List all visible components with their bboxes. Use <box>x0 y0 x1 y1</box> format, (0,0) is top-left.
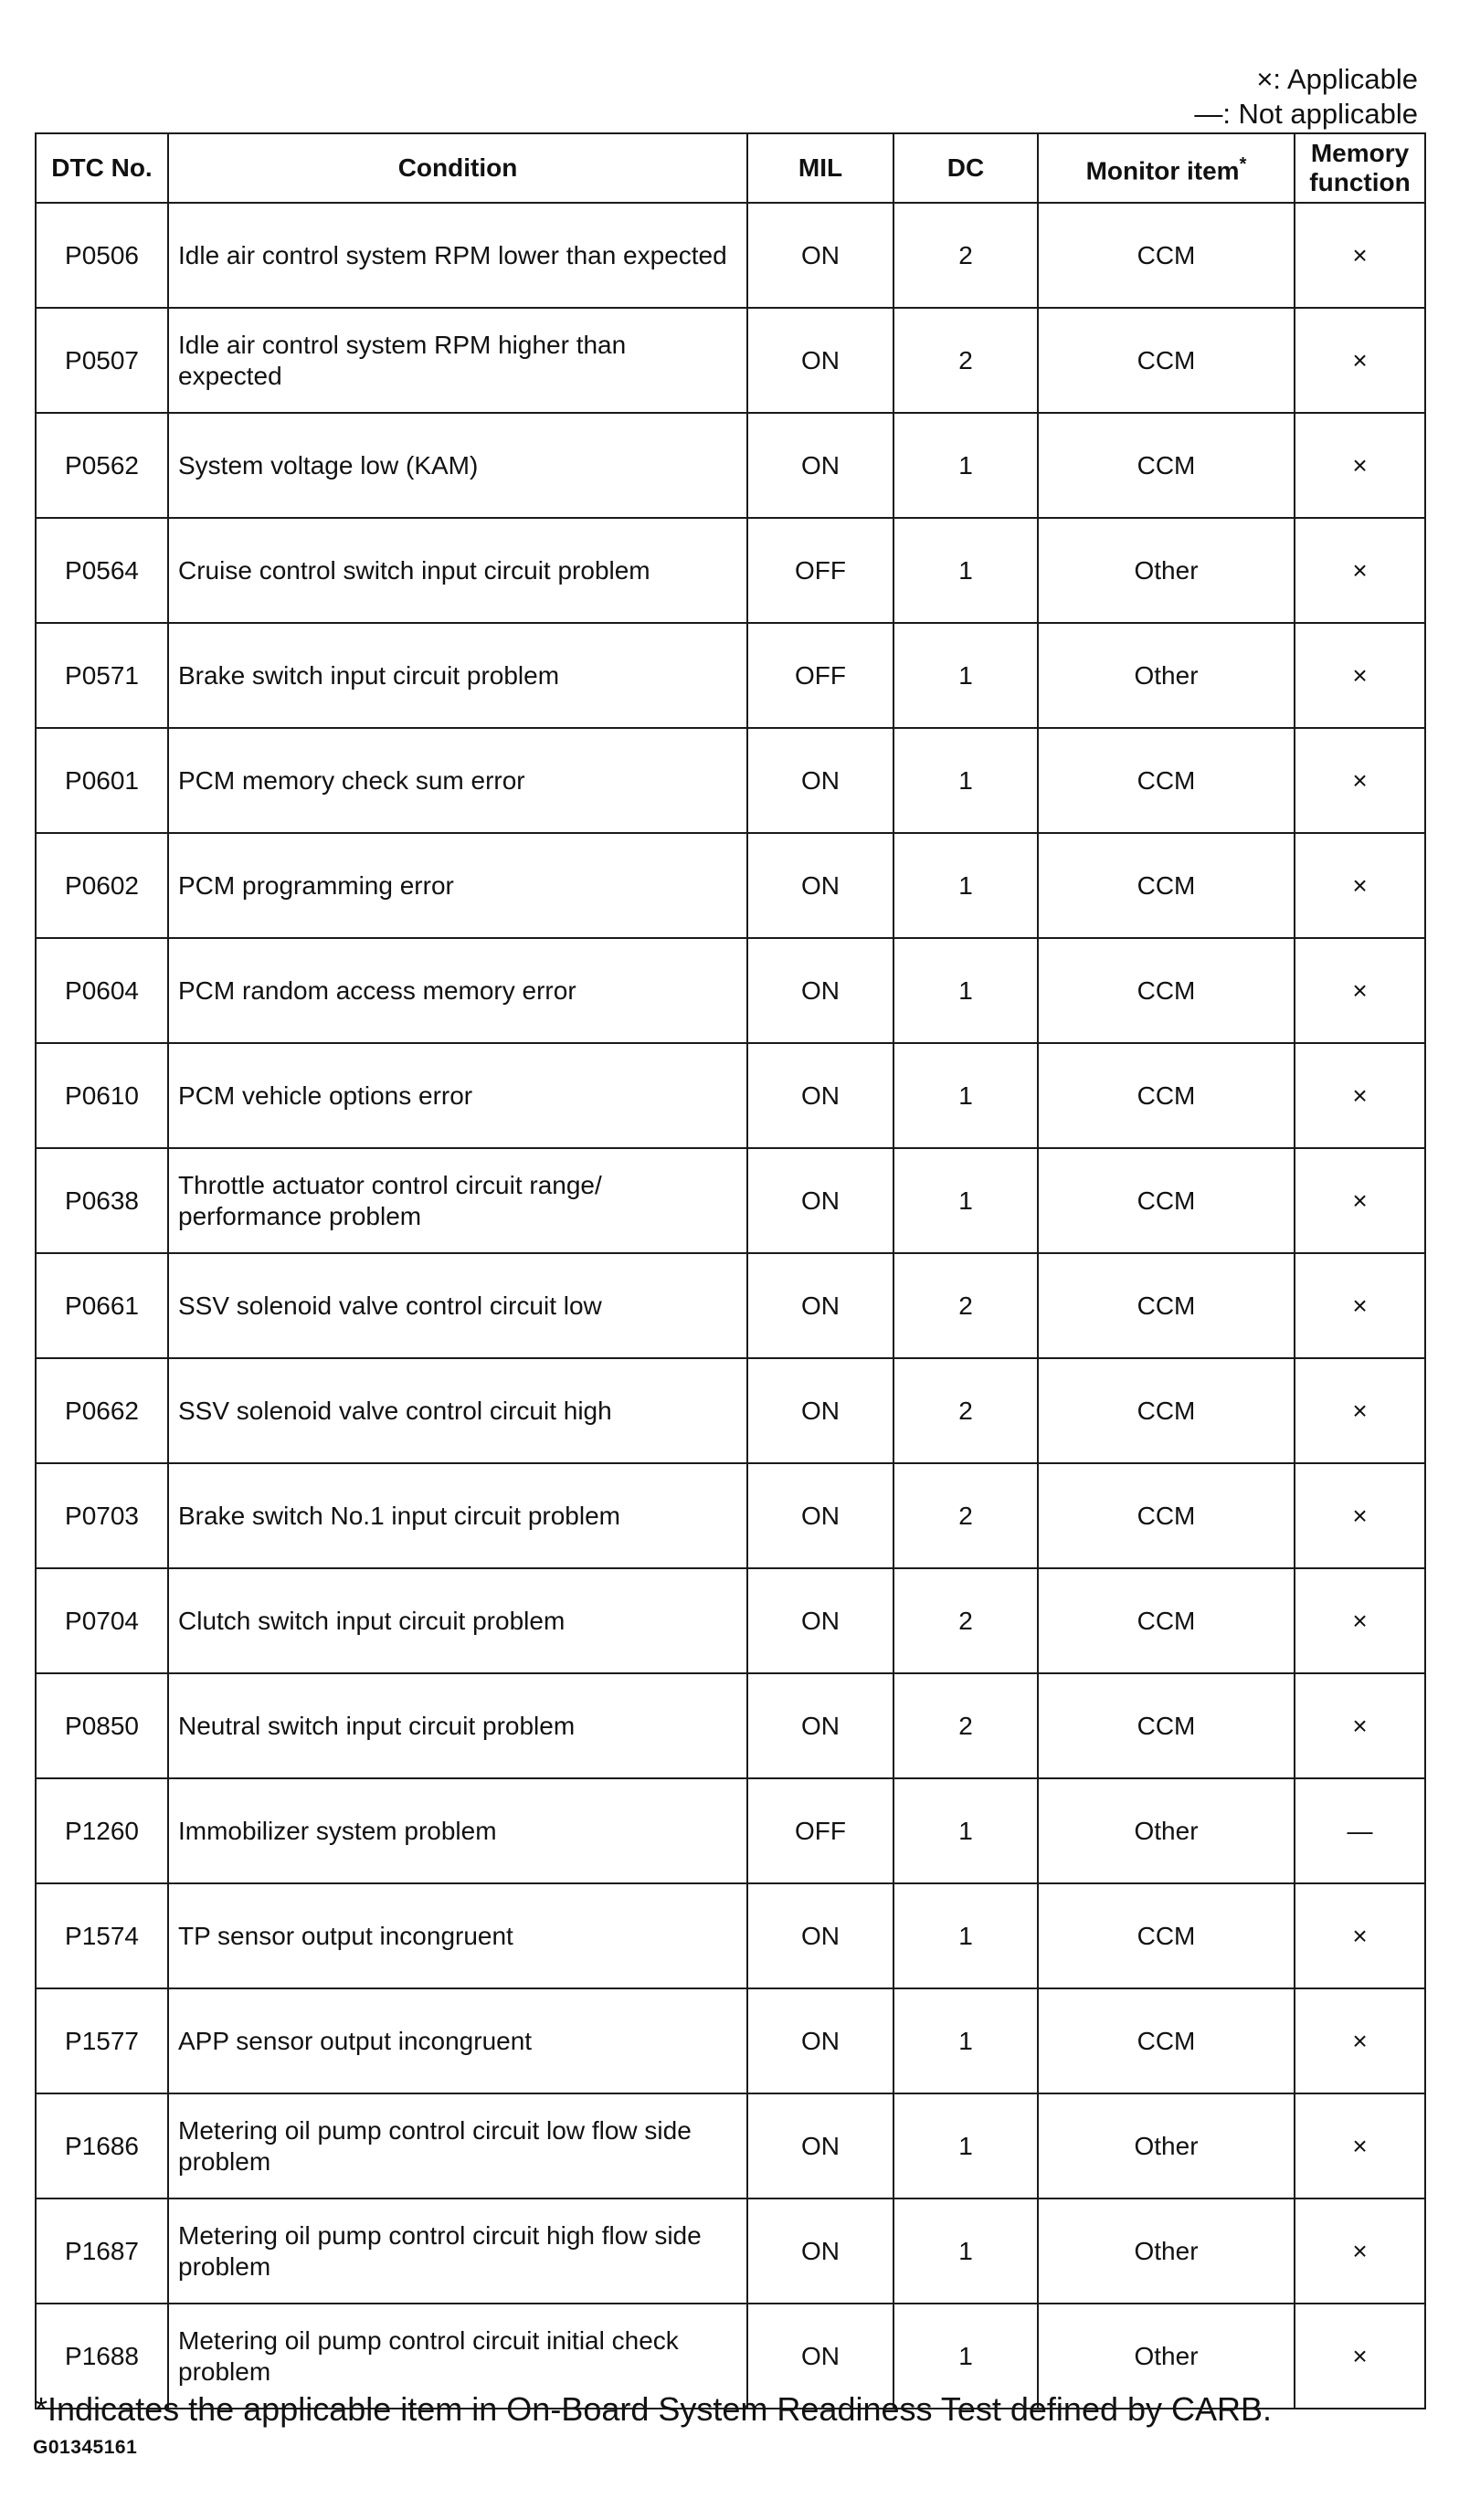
cell-condition: Idle air control system RPM lower than expected <box>168 203 747 308</box>
cell-dtc: P0604 <box>36 938 168 1043</box>
cell-dtc: P0602 <box>36 833 168 938</box>
cell-mil: ON <box>747 2304 893 2409</box>
cell-mil: ON <box>747 1883 893 1988</box>
cell-memory: × <box>1295 518 1425 623</box>
cell-dc: 1 <box>893 2093 1038 2198</box>
cell-dc: 1 <box>893 413 1038 518</box>
cell-dtc: P1687 <box>36 2198 168 2304</box>
cell-dc: 1 <box>893 623 1038 728</box>
cell-mil: OFF <box>747 1778 893 1883</box>
cell-mil: ON <box>747 1463 893 1568</box>
cell-memory: × <box>1295 833 1425 938</box>
cell-memory: × <box>1295 1988 1425 2093</box>
cell-memory: × <box>1295 203 1425 308</box>
table-row <box>36 413 1425 518</box>
cell-dc: 2 <box>893 1358 1038 1463</box>
dtc-table <box>35 132 1426 2409</box>
cell-dtc: P0564 <box>36 518 168 623</box>
cell-condition: Metering oil pump control circuit low flow side problem <box>168 2093 747 2198</box>
table-row <box>36 623 1425 728</box>
cell-monitor: CCM <box>1038 1043 1295 1148</box>
cell-memory: × <box>1295 1463 1425 1568</box>
cell-monitor: CCM <box>1038 1253 1295 1358</box>
cell-dtc: P1574 <box>36 1883 168 1988</box>
cell-monitor: CCM <box>1038 1883 1295 1988</box>
cell-dtc: P0610 <box>36 1043 168 1148</box>
header-mil: MIL <box>747 133 893 203</box>
table-row <box>36 1463 1425 1568</box>
table-row <box>36 1778 1425 1883</box>
cell-mil: ON <box>747 1673 893 1778</box>
cell-mil: OFF <box>747 623 893 728</box>
cell-memory: × <box>1295 728 1425 833</box>
table-row <box>36 1043 1425 1148</box>
table-row <box>36 1673 1425 1778</box>
cell-condition: Brake switch No.1 input circuit problem <box>168 1463 747 1568</box>
cell-memory: × <box>1295 2093 1425 2198</box>
cell-condition: PCM memory check sum error <box>168 728 747 833</box>
header-memory: Memory function <box>1295 133 1425 203</box>
table-row <box>36 1253 1425 1358</box>
table-row <box>36 833 1425 938</box>
cell-dtc: P0662 <box>36 1358 168 1463</box>
cell-mil: ON <box>747 1253 893 1358</box>
cell-memory: × <box>1295 623 1425 728</box>
cell-dtc: P0638 <box>36 1148 168 1253</box>
table-row <box>36 203 1425 308</box>
table-row <box>36 2198 1425 2304</box>
cell-mil: ON <box>747 2093 893 2198</box>
cell-condition: System voltage low (KAM) <box>168 413 747 518</box>
table-row <box>36 1358 1425 1463</box>
cell-mil: ON <box>747 1988 893 2093</box>
cell-monitor: CCM <box>1038 728 1295 833</box>
cell-dc: 1 <box>893 1778 1038 1883</box>
cell-condition: Throttle actuator control circuit range/ performance problem <box>168 1148 747 1253</box>
cell-memory: × <box>1295 1568 1425 1673</box>
cell-monitor: CCM <box>1038 1358 1295 1463</box>
cell-dtc: P0703 <box>36 1463 168 1568</box>
cell-dtc: P0506 <box>36 203 168 308</box>
table-row <box>36 728 1425 833</box>
header-row <box>36 133 1425 203</box>
cell-memory: × <box>1295 938 1425 1043</box>
cell-dtc: P1686 <box>36 2093 168 2198</box>
cell-dc: 1 <box>893 2198 1038 2304</box>
legend-not-applicable: —: Not applicable <box>1194 98 1418 130</box>
cell-condition: SSV solenoid valve control circuit high <box>168 1358 747 1463</box>
cell-condition: Cruise control switch input circuit problem <box>168 518 747 623</box>
cell-dtc: P0571 <box>36 623 168 728</box>
cell-dtc: P0601 <box>36 728 168 833</box>
cell-monitor: CCM <box>1038 1988 1295 2093</box>
table-row <box>36 518 1425 623</box>
cell-condition: TP sensor output incongruent <box>168 1883 747 1988</box>
cell-monitor: CCM <box>1038 1463 1295 1568</box>
cell-monitor: CCM <box>1038 308 1295 413</box>
cell-dtc: P0562 <box>36 413 168 518</box>
header-monitor <box>1038 133 1295 203</box>
cell-monitor: Other <box>1038 1778 1295 1883</box>
header-monitor-label: Monitor item <box>1085 156 1240 185</box>
cell-monitor: CCM <box>1038 413 1295 518</box>
cell-dc: 2 <box>893 1673 1038 1778</box>
cell-memory: × <box>1295 1883 1425 1988</box>
cell-dtc: P0661 <box>36 1253 168 1358</box>
cell-dc: 2 <box>893 308 1038 413</box>
cell-dtc: P1577 <box>36 1988 168 2093</box>
cell-condition: Immobilizer system problem <box>168 1778 747 1883</box>
cell-monitor: CCM <box>1038 1148 1295 1253</box>
table-row <box>36 1568 1425 1673</box>
table-row <box>36 308 1425 413</box>
legend <box>1194 62 1418 132</box>
header-monitor-mark: * <box>1239 154 1247 175</box>
cell-memory: × <box>1295 1148 1425 1253</box>
cell-dc: 1 <box>893 728 1038 833</box>
cell-memory: × <box>1295 1673 1425 1778</box>
cell-mil: ON <box>747 938 893 1043</box>
cell-mil: ON <box>747 1043 893 1148</box>
cell-condition: Metering oil pump control circuit initial check problem <box>168 2304 747 2409</box>
figure-id: G01345161 <box>33 2437 138 2458</box>
cell-dtc: P0507 <box>36 308 168 413</box>
cell-monitor: CCM <box>1038 938 1295 1043</box>
cell-dc: 1 <box>893 938 1038 1043</box>
legend-applicable: ×: Applicable <box>1256 63 1418 95</box>
cell-dc: 1 <box>893 1043 1038 1148</box>
cell-dc: 1 <box>893 518 1038 623</box>
cell-mil: ON <box>747 2198 893 2304</box>
cell-condition: Brake switch input circuit problem <box>168 623 747 728</box>
cell-dc: 1 <box>893 833 1038 938</box>
cell-dtc: P0850 <box>36 1673 168 1778</box>
cell-condition: Metering oil pump control circuit high flow side problem <box>168 2198 747 2304</box>
cell-monitor: Other <box>1038 2093 1295 2198</box>
cell-dc: 1 <box>893 1148 1038 1253</box>
cell-condition: SSV solenoid valve control circuit low <box>168 1253 747 1358</box>
cell-dc: 2 <box>893 1463 1038 1568</box>
cell-dc: 1 <box>893 2304 1038 2409</box>
cell-dtc: P1260 <box>36 1778 168 1883</box>
table-row <box>36 1988 1425 2093</box>
table-row <box>36 938 1425 1043</box>
cell-monitor: Other <box>1038 2198 1295 2304</box>
table-row <box>36 1883 1425 1988</box>
cell-memory: × <box>1295 1043 1425 1148</box>
cell-memory: — <box>1295 1778 1425 1883</box>
cell-mil: ON <box>747 1568 893 1673</box>
footnote: *Indicates the applicable item in On-Board System Readiness Test defined by CARB. <box>35 2390 1273 2428</box>
table-row <box>36 2093 1425 2198</box>
cell-memory: × <box>1295 1358 1425 1463</box>
cell-monitor: Other <box>1038 518 1295 623</box>
cell-dc: 1 <box>893 1883 1038 1988</box>
table-row <box>36 1148 1425 1253</box>
cell-mil: ON <box>747 308 893 413</box>
cell-memory: × <box>1295 308 1425 413</box>
cell-memory: × <box>1295 2304 1425 2409</box>
cell-dc: 1 <box>893 1988 1038 2093</box>
cell-monitor: CCM <box>1038 1568 1295 1673</box>
cell-condition: PCM random access memory error <box>168 938 747 1043</box>
cell-mil: OFF <box>747 518 893 623</box>
cell-monitor: CCM <box>1038 203 1295 308</box>
cell-monitor: CCM <box>1038 833 1295 938</box>
cell-memory: × <box>1295 413 1425 518</box>
cell-monitor: Other <box>1038 2304 1295 2409</box>
cell-mil: ON <box>747 728 893 833</box>
header-dc: DC <box>893 133 1038 203</box>
cell-condition: Neutral switch input circuit problem <box>168 1673 747 1778</box>
cell-dc: 2 <box>893 1568 1038 1673</box>
cell-dc: 2 <box>893 203 1038 308</box>
cell-mil: ON <box>747 203 893 308</box>
cell-condition: APP sensor output incongruent <box>168 1988 747 2093</box>
cell-memory: × <box>1295 2198 1425 2304</box>
cell-mil: ON <box>747 1358 893 1463</box>
cell-memory: × <box>1295 1253 1425 1358</box>
cell-condition: PCM programming error <box>168 833 747 938</box>
cell-mil: ON <box>747 833 893 938</box>
cell-mil: ON <box>747 413 893 518</box>
cell-condition: Idle air control system RPM higher than expected <box>168 308 747 413</box>
header-condition: Condition <box>168 133 747 203</box>
cell-condition: PCM vehicle options error <box>168 1043 747 1148</box>
cell-monitor: Other <box>1038 623 1295 728</box>
header-dtc: DTC No. <box>36 133 168 203</box>
cell-dtc: P1688 <box>36 2304 168 2409</box>
cell-mil: ON <box>747 1148 893 1253</box>
cell-dtc: P0704 <box>36 1568 168 1673</box>
cell-condition: Clutch switch input circuit problem <box>168 1568 747 1673</box>
cell-monitor: CCM <box>1038 1673 1295 1778</box>
cell-dc: 2 <box>893 1253 1038 1358</box>
